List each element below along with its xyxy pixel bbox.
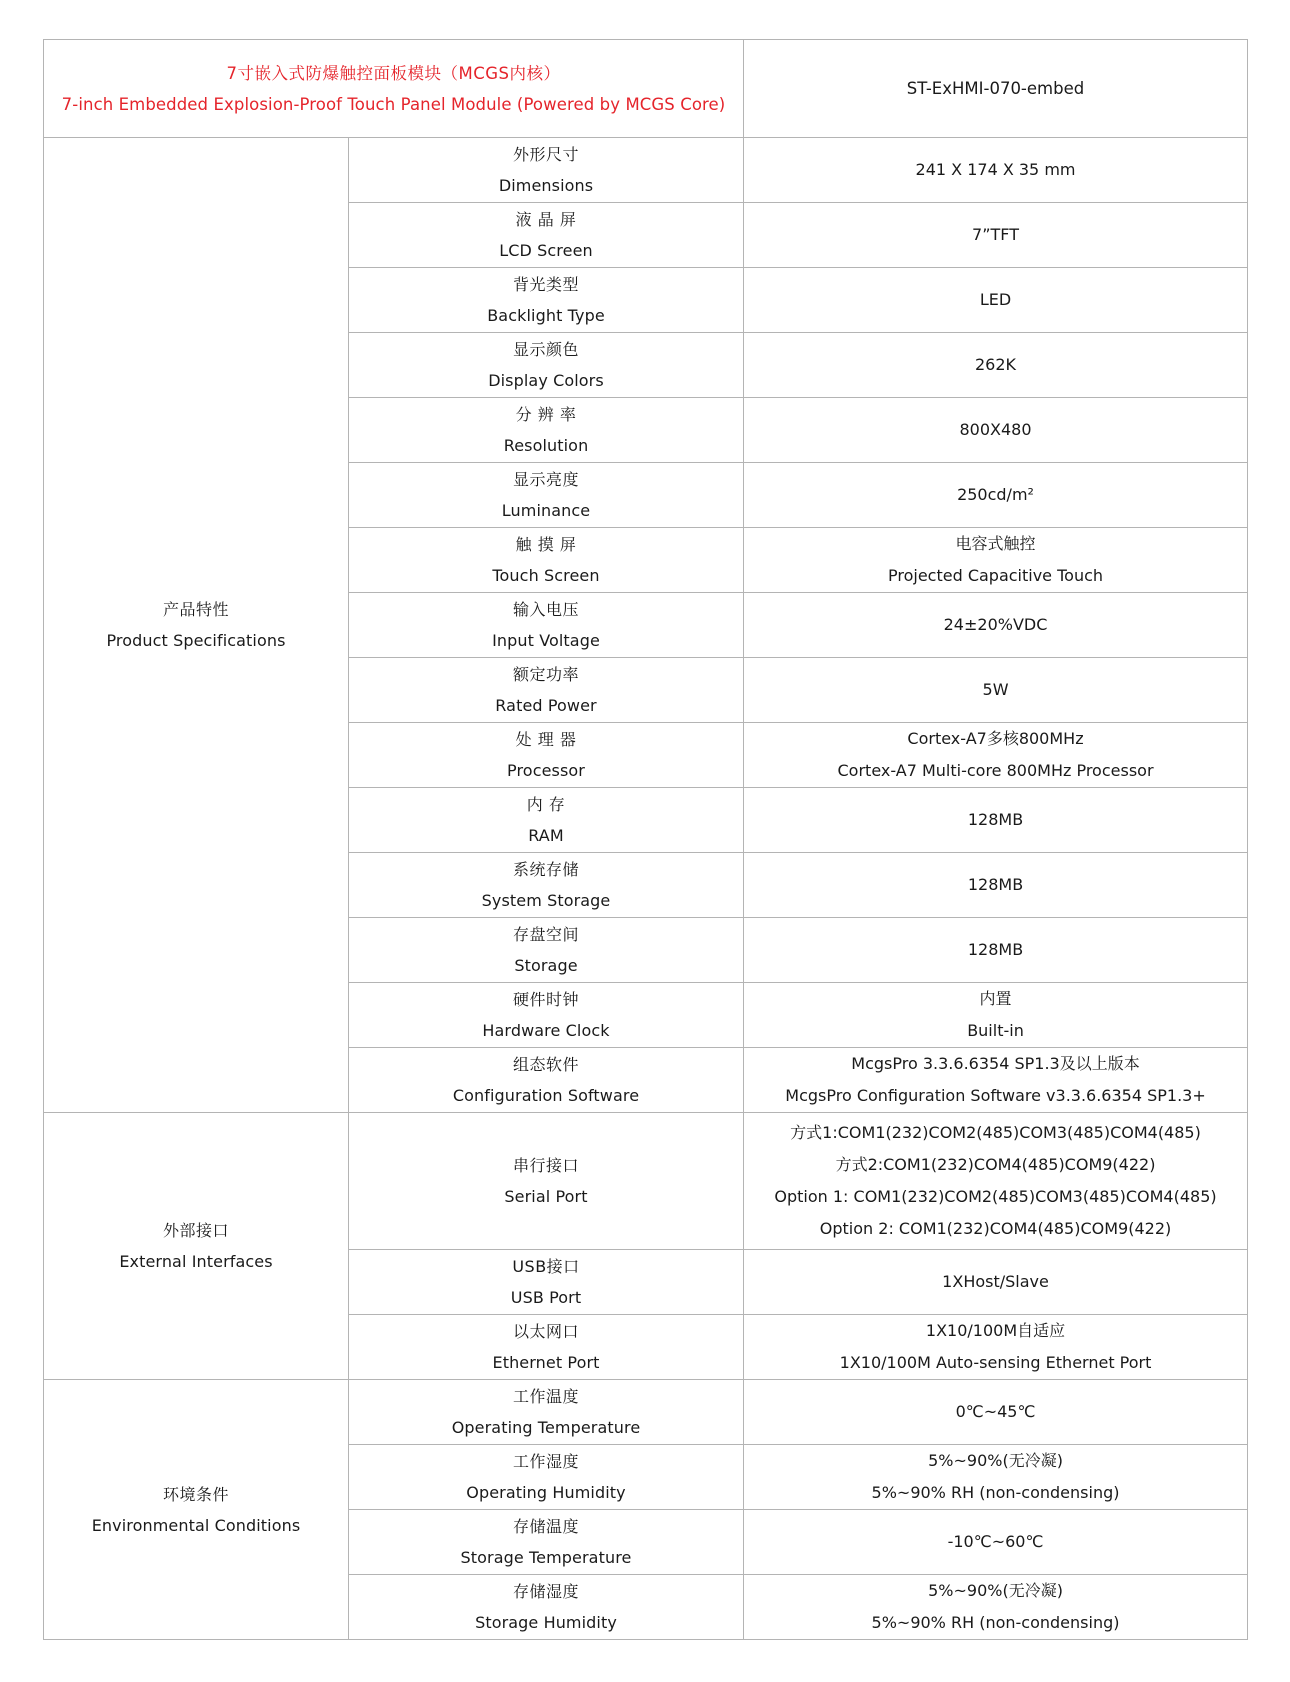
spec-name-zh: 以太网口	[513, 1322, 580, 1341]
spec-value-line: 方式1:COM1(232)COM2(485)COM3(485)COM4(485)	[790, 1123, 1201, 1142]
product-title-en: 7-inch Embedded Explosion-Proof Touch Panel Module (Powered by MCGS Core)	[61, 94, 726, 114]
spec-value-cell	[744, 658, 1248, 723]
spec-name-cell	[349, 1250, 744, 1315]
spec-value-line: 5%~90%(无冷凝)	[928, 1451, 1063, 1470]
spec-row	[44, 138, 1248, 203]
spec-name-cell	[349, 853, 744, 918]
spec-name-en: Ethernet Port	[492, 1353, 600, 1372]
spec-name-en: Operating Temperature	[451, 1418, 641, 1437]
spec-name-zh: 显示颜色	[513, 340, 580, 359]
spec-value-line: 128MB	[967, 940, 1024, 959]
group-label-cell	[44, 138, 349, 1113]
spec-name-zh: 存储温度	[513, 1517, 580, 1536]
spec-value-line: 方式2:COM1(232)COM4(485)COM9(422)	[835, 1155, 1156, 1174]
spec-value-cell	[744, 463, 1248, 528]
spec-name-zh: 额定功率	[513, 665, 580, 684]
group-label-en: External Interfaces	[119, 1252, 273, 1271]
spec-name-cell	[349, 1510, 744, 1575]
spec-value-line: 内置	[979, 989, 1012, 1008]
spec-value-cell	[744, 528, 1248, 593]
spec-value-line: 5%~90% RH (non-condensing)	[871, 1483, 1120, 1502]
spec-name-en: Hardware Clock	[482, 1021, 610, 1040]
spec-table	[43, 39, 1248, 1640]
spec-value-line: Cortex-A7 Multi-core 800MHz Processor	[837, 761, 1154, 780]
spec-name-zh: 显示亮度	[513, 470, 580, 489]
spec-name-en: Storage Humidity	[475, 1613, 617, 1632]
group-label-zh: 产品特性	[162, 600, 229, 619]
spec-value-line: 128MB	[967, 875, 1024, 894]
spec-name-zh: 液 晶 屏	[515, 210, 577, 229]
spec-value-cell	[744, 1380, 1248, 1445]
spec-name-en: Backlight Type	[487, 306, 605, 325]
spec-value-line: 0℃~45℃	[955, 1402, 1036, 1421]
spec-name-en: Display Colors	[488, 371, 604, 390]
spec-name-zh: 触 摸 屏	[515, 535, 577, 554]
model-number: ST-ExHMI-070-embed	[906, 79, 1085, 98]
spec-name-en: Operating Humidity	[466, 1483, 626, 1502]
spec-name-zh: 内 存	[526, 795, 566, 814]
spec-name-zh: 背光类型	[513, 275, 580, 294]
spec-value-line: 5%~90%(无冷凝)	[928, 1581, 1063, 1600]
spec-name-zh: 串行接口	[513, 1156, 580, 1175]
spec-name-cell	[349, 203, 744, 268]
spec-value-line: 241 X 174 X 35 mm	[915, 160, 1076, 179]
spec-name-cell	[349, 398, 744, 463]
spec-name-en: Storage Temperature	[460, 1548, 632, 1567]
spec-name-cell	[349, 1575, 744, 1640]
spec-value-cell	[744, 203, 1248, 268]
spec-name-en: USB Port	[510, 1288, 582, 1307]
spec-value-line: Cortex-A7多核800MHz	[907, 729, 1084, 748]
spec-value-cell	[744, 268, 1248, 333]
spec-name-cell	[349, 333, 744, 398]
spec-name-en: Luminance	[501, 501, 591, 520]
spec-value-line: Option 1: COM1(232)COM2(485)COM3(485)COM4(485)	[774, 1187, 1217, 1206]
group-label-cell	[44, 1113, 349, 1380]
group-label-cell	[44, 1380, 349, 1640]
spec-name-en: LCD Screen	[499, 241, 593, 260]
spec-value-line: Built-in	[967, 1021, 1024, 1040]
spec-value-cell	[744, 398, 1248, 463]
spec-name-zh: 组态软件	[513, 1055, 580, 1074]
spec-name-cell	[349, 1113, 744, 1250]
spec-value-cell	[744, 593, 1248, 658]
spec-value-line: 24±20%VDC	[943, 615, 1048, 634]
spec-name-zh: 工作温度	[513, 1387, 580, 1406]
spec-value-cell	[744, 788, 1248, 853]
spec-value-line: McgsPro Configuration Software v3.3.6.6354 SP1.3+	[785, 1086, 1206, 1105]
spec-value-line: Option 2: COM1(232)COM4(485)COM9(422)	[819, 1219, 1172, 1238]
spec-name-en: Resolution	[503, 436, 589, 455]
spec-value-cell	[744, 1048, 1248, 1113]
spec-value-line: LED	[979, 290, 1012, 309]
group-label-zh: 外部接口	[162, 1221, 229, 1240]
group-label-zh: 环境条件	[162, 1484, 229, 1504]
spec-value-line: 1X10/100M自适应	[925, 1321, 1066, 1340]
spec-name-cell	[349, 1048, 744, 1113]
spec-name-cell	[349, 268, 744, 333]
spec-name-en: Configuration Software	[452, 1086, 640, 1105]
spec-value-cell	[744, 333, 1248, 398]
spec-name-cell	[349, 983, 744, 1048]
spec-value-line: 128MB	[967, 810, 1024, 829]
spec-value-line: McgsPro 3.3.6.6354 SP1.3及以上版本	[851, 1054, 1140, 1073]
spec-name-cell	[349, 1315, 744, 1380]
spec-name-zh: 工作湿度	[513, 1452, 580, 1471]
spec-name-cell	[349, 593, 744, 658]
spec-name-zh: USB接口	[512, 1257, 580, 1276]
spec-name-cell	[349, 658, 744, 723]
spec-name-cell	[349, 1445, 744, 1510]
spec-value-cell	[744, 918, 1248, 983]
spec-name-en: Input Voltage	[492, 631, 600, 650]
spec-value-line: 250cd/m²	[957, 485, 1034, 504]
spec-value-cell	[744, 138, 1248, 203]
spec-value-line: 5%~90% RH (non-condensing)	[871, 1613, 1120, 1632]
spec-value-line: Projected Capacitive Touch	[887, 566, 1104, 585]
spec-name-en: Touch Screen	[492, 566, 600, 585]
spec-table-body	[44, 40, 1248, 1640]
spec-name-zh: 系统存储	[513, 860, 580, 879]
spec-value-line: 800X480	[959, 420, 1032, 439]
spec-name-zh: 存储湿度	[513, 1582, 580, 1601]
spec-value-line: 7”TFT	[972, 225, 1019, 244]
spec-name-zh: 硬件时钟	[513, 990, 580, 1009]
spec-value-cell	[744, 1445, 1248, 1510]
spec-value-cell	[744, 983, 1248, 1048]
spec-name-en: System Storage	[481, 891, 611, 910]
spec-name-en: Rated Power	[495, 696, 597, 715]
spec-value-cell	[744, 723, 1248, 788]
spec-name-zh: 处 理 器	[515, 730, 577, 749]
spec-value-cell	[744, 1113, 1248, 1250]
spec-name-cell	[349, 788, 744, 853]
spec-name-cell	[349, 918, 744, 983]
product-title-zh: 7寸嵌入式防爆触控面板模块（MCGS内核）	[226, 63, 561, 83]
spec-row	[44, 1113, 1248, 1250]
spec-name-cell	[349, 1380, 744, 1445]
spec-name-en: Processor	[507, 761, 585, 780]
spec-name-en: Storage	[514, 956, 578, 975]
spec-name-en: Dimensions	[498, 176, 594, 195]
spec-value-cell	[744, 1575, 1248, 1640]
spec-name-zh: 输入电压	[513, 600, 580, 619]
spec-row	[44, 1380, 1248, 1445]
spec-value-cell	[744, 1250, 1248, 1315]
spec-value-line: 5W	[982, 680, 1009, 699]
spec-value-line: 1XHost/Slave	[942, 1272, 1049, 1291]
spec-name-zh: 外形尺寸	[513, 145, 580, 164]
model-cell	[744, 40, 1248, 138]
spec-name-cell	[349, 138, 744, 203]
spec-name-en: Serial Port	[504, 1187, 588, 1206]
product-title-cell	[44, 40, 744, 138]
group-label-en: Product Specifications	[106, 631, 286, 650]
spec-name-cell	[349, 723, 744, 788]
spec-name-zh: 存盘空间	[513, 925, 580, 944]
spec-value-cell	[744, 853, 1248, 918]
title-row	[44, 40, 1248, 138]
spec-name-cell	[349, 463, 744, 528]
spec-value-cell	[744, 1510, 1248, 1575]
spec-name-cell	[349, 528, 744, 593]
spec-name-zh: 分 辨 率	[515, 405, 577, 424]
spec-value-cell	[744, 1315, 1248, 1380]
spec-value-line: 电容式触控	[955, 534, 1036, 553]
spec-value-line: 1X10/100M Auto-sensing Ethernet Port	[839, 1353, 1152, 1372]
spec-value-line: 262K	[975, 355, 1017, 374]
spec-value-line: -10℃~60℃	[947, 1532, 1044, 1551]
spec-name-en: RAM	[528, 826, 564, 845]
group-label-en: Environmental Conditions	[91, 1515, 301, 1535]
